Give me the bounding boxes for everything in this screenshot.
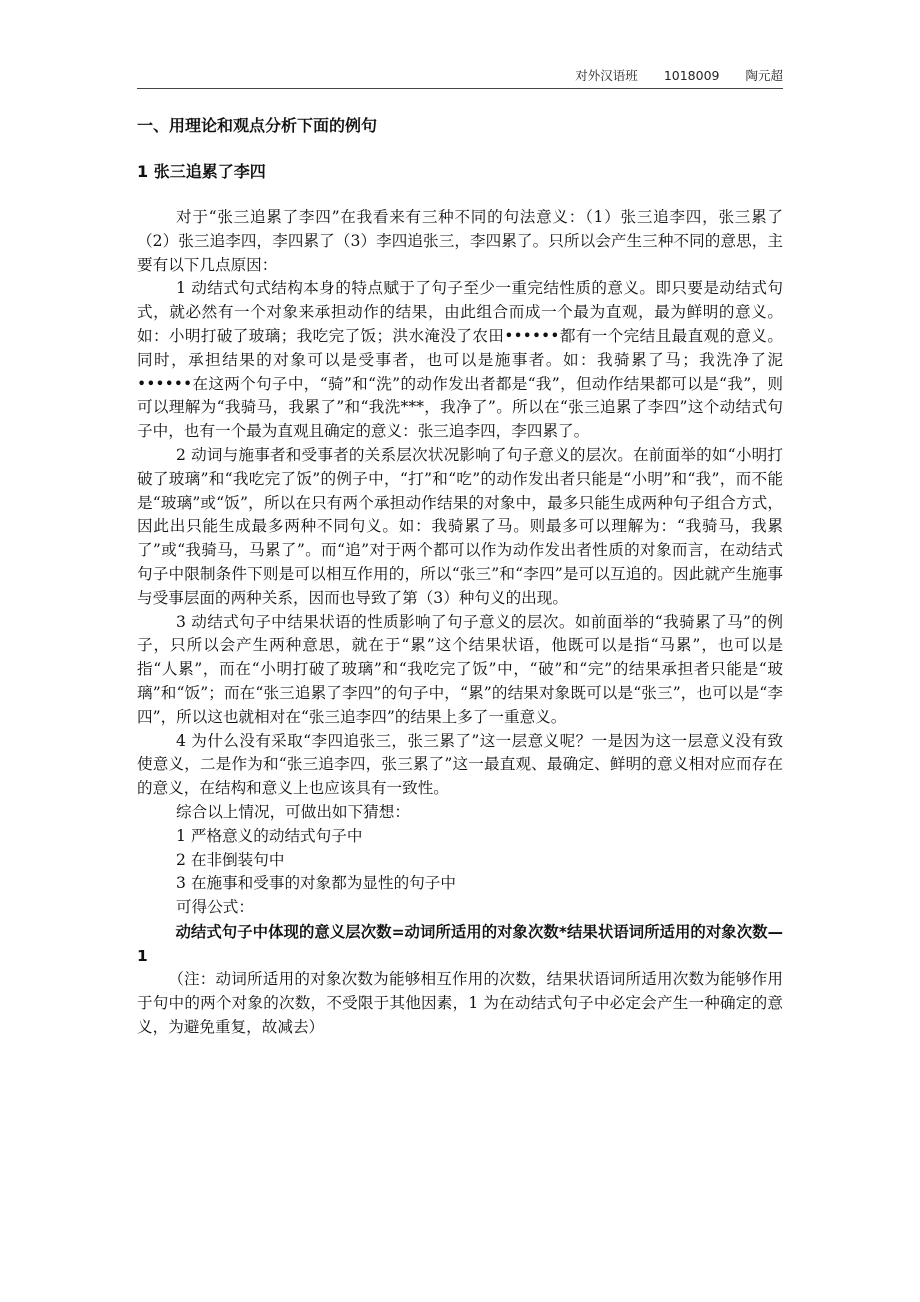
paragraph-reason-2: 2 动词与施事者和受事者的关系层次状况影响了句子意义的层次。在前面举的如“小明打破了玻璃”和“我吃完了饭”的例子中，“打”和“吃”的动作发出者只能是“小明”和“我”，而不能是“玻璃”或“饭”，所以在只有两个承担动作结果的对象中，最多只能生成两种句子组合方式，因此出只能生成最多两种不同句义。如：我骑累了马。则最多可以理解为：“我骑马，我累了”或“我骑马，马累了”。而“追”对于两个都可以作为动作发出者性质的对象而言，在动结式句子中限制条件下则是可以相互作用的，所以“张三”和“李四”是可以互追的。因此就产生施事与受事层面的两种关系，因而也导致了第（3）种句义的出现。 [137,445,783,607]
example-title: 1 张三追累了李四 [137,162,266,181]
condition-3: 3 在施事和受事的对象都为显性的句子中 [176,874,456,893]
document-body [137,206,783,1039]
condition-1: 1 严格意义的动结式句子中 [176,826,363,845]
paragraph-reason-1: 1 动结式句式结构本身的特点赋于了句子至少一重完结性质的意义。即只要是动结式句式，就必然有一个对象来承担动作的结果，由此组合而成一个最为直观，最为鲜明的意义。如：小明打破了玻璃；我吃完了饭；洪水淹没了农田••••••都有一个完结且最直观的意义。同时，承担结果的对象可以是受事者，也可以是施事者。如：我骑累了马；我洗净了泥••••••在这两个句子中，“骑”和“洗”的动作发出者都是“我”，但动作结果都可以是“我”，则可以理解为“我骑马，我累了”和“我洗***，我净了”。所以在“张三追累了李四”这个动结式句子中，也有一个最为直观且确定的意义：张三追李四，李四累了。 [137,279,783,441]
formula: 动结式句子中体现的意义层次数=动词所适用的对象次数*结果状语词所适用的对象次数—1 [137,922,783,965]
paragraph-reason-4: 4 为什么没有采取“李四追张三，张三累了”这一层意义呢？一是因为这一层意义没有致使意义，二是作为和“张三追李四，张三累了”这一最直观、最确定、鲜明的意义相对应而存在的意义，在结构和意义上也应该具有一致性。 [137,731,783,798]
condition-2: 2 在非倒装句中 [176,850,285,869]
paragraph-reason-3: 3 动结式句子中结果状语的性质影响了句子意义的层次。如前面举的“我骑累了马”的例子，只所以会产生两种意思，就在于“累”这个结果状语，他既可以是指“马累”，也可以是指“人累”，而在“小明打破了玻璃”和“我吃完了饭”中，“破”和“完”的结果承担者只能是“玻璃”和“饭”；而在“张三追累了李四”的句子中，“累”的结果对象既可以是“张三”，也可以是“李四”，所以这也就相对在“张三追李四”的结果上多了一重意义。 [137,612,783,726]
section-title: 一、用理论和观点分析下面的例句 [137,116,378,135]
paragraph-summary: 综合以上情况，可做出如下猜想： [176,802,410,821]
page-header [137,66,783,89]
header-author: 陶元超 [745,68,783,83]
formula-note: （注：动词所适用的对象次数为能够相互作用的次数，结果状语词所适用次数为能够作用于句中的两个对象的次数，不受限于其他因素，1 为在动结式句子中必定会产生一种确定的意义，为避免重复，故减去） [137,969,783,1036]
paragraph-intro: 对于“张三追累了李四”在我看来有三种不同的句法意义：（1）张三追李四，张三累了（2）张三追李四，李四累了（3）李四追张三，李四累了。只所以会产生三种不同的意思，主要有以下几点原因： [137,208,783,274]
header-student-id: 1018009 [663,68,720,83]
header-class-name: 对外汉语班 [575,68,638,83]
formula-intro: 可得公式： [176,898,254,917]
